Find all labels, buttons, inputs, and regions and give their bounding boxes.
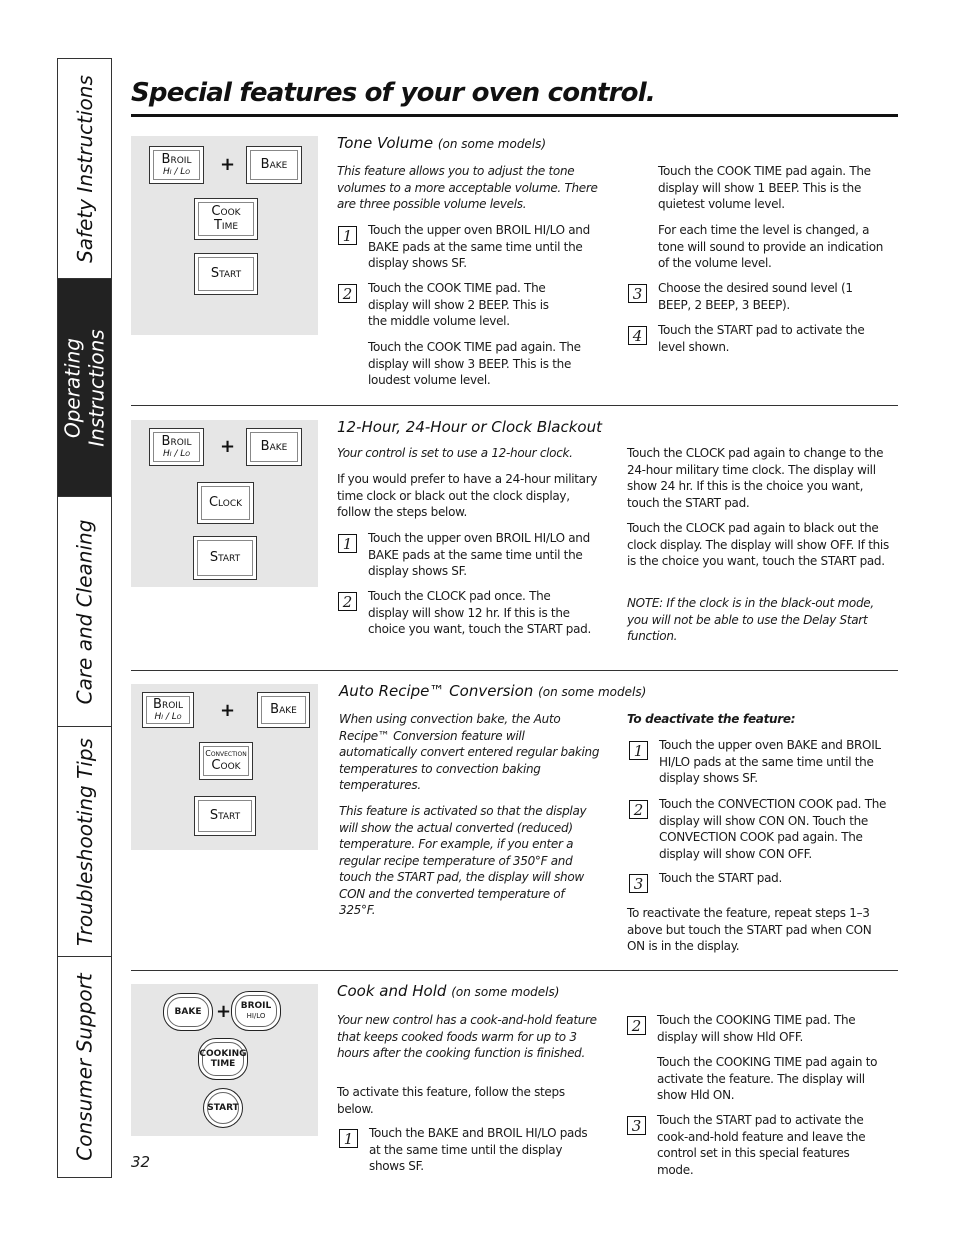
pad-label: Clock xyxy=(208,495,243,510)
broil-hilo-pad[interactable] xyxy=(149,146,204,184)
tone-step3: Choose the desired sound level (1 BEEP, 2 BEEP, 3 BEEP). xyxy=(658,281,853,312)
tab-operating-instructions[interactable] xyxy=(58,279,111,497)
title-note: (on some models) xyxy=(538,685,647,699)
pad-label: TIME xyxy=(210,1059,236,1069)
auto-step3: Touch the START pad. xyxy=(659,871,783,885)
step-number: 2 xyxy=(629,800,648,819)
broil-hilo-pad[interactable] xyxy=(142,692,194,728)
hold-step1: Touch the BAKE and BROIL HI/LO pads at the same time until the display shows SF. xyxy=(369,1126,588,1173)
auto-reactivate: To reactivate the feature, repeat steps 1–3 above but touch the START pad when CON ON is in the display. xyxy=(627,906,872,953)
pad-label: Broil xyxy=(161,152,192,167)
pad-label: Start xyxy=(210,266,242,281)
sidebar-nav xyxy=(57,58,112,1178)
pad-label: Broil xyxy=(153,697,183,712)
tab-label: Consumer Support xyxy=(72,973,97,1161)
plus-sign: + xyxy=(220,436,236,457)
tab-label: Operating Instructions xyxy=(60,328,109,447)
plus-sign: + xyxy=(220,700,236,721)
tab-label: Troubleshooting Tips xyxy=(72,737,97,946)
pad-label: Broil xyxy=(161,434,192,449)
bake-pad[interactable] xyxy=(246,146,302,184)
auto-step1: Touch the upper oven BAKE and BROIL HI/LO pads at the same time until the display shows SF. xyxy=(659,738,881,785)
title-text: Cook and Hold xyxy=(337,982,447,1000)
section-divider xyxy=(131,405,898,406)
step-number: 2 xyxy=(338,592,357,611)
tab-label: Care and Cleaning xyxy=(72,519,97,704)
broil-hilo-pad[interactable] xyxy=(149,428,204,466)
auto-deactivate-heading: To deactivate the feature: xyxy=(627,712,796,726)
auto-p2: This feature is activated so that the display will show the actual converted (reduced) temperature. For example, if you enter a regular recipe temperature of 350°F and touch the START pad, the display will show CON and the converted temperature of 325°F. xyxy=(339,804,587,917)
step-number: 1 xyxy=(338,226,357,245)
clock-pad[interactable] xyxy=(197,482,254,524)
tone-step1: Touch the upper oven BROIL HI/LO and BAKE pads at the same time until the display shows SF. xyxy=(368,223,590,270)
section-divider xyxy=(131,670,898,671)
pad-label: Bake xyxy=(260,439,288,454)
pad-label: COOKING xyxy=(199,1049,247,1059)
clock-title: 12-Hour, 24-Hour or Clock Blackout xyxy=(337,418,602,436)
pad-label: START xyxy=(207,1103,239,1113)
hold-p2: To activate this feature, follow the steps below. xyxy=(337,1085,565,1116)
pad-sublabel: Convection xyxy=(205,749,247,758)
bake-pad[interactable] xyxy=(246,428,302,466)
step-number: 2 xyxy=(338,284,357,303)
pad-label: Time xyxy=(213,218,239,233)
pad-sublabel: Hi / Lo xyxy=(162,167,191,177)
auto-recipe-keypad-panel xyxy=(131,684,318,850)
pad-sublabel: Hi / Lo xyxy=(162,449,191,459)
convection-cook-pad[interactable] xyxy=(199,742,253,780)
tab-safety-instructions[interactable] xyxy=(58,59,111,279)
bake-pad[interactable] xyxy=(257,692,310,728)
tone-step2a: Touch the COOK TIME pad. The display will show 2 BEEP. This is the middle volume level. xyxy=(368,281,549,328)
clock-step1: Touch the upper oven BROIL HI/LO and BAKE pads at the same time until the display shows SF. xyxy=(368,531,590,578)
tone-step4: Touch the START pad to activate the level shown. xyxy=(658,323,865,354)
page-number: 32 xyxy=(131,1153,151,1171)
pad-label: BAKE xyxy=(174,1007,202,1017)
clock-step2: Touch the CLOCK pad once. The display will show 12 hr. If this is the choice you want, touch the START pad. xyxy=(368,589,591,636)
start-pad[interactable] xyxy=(194,796,256,836)
hold-step2a: Touch the COOKING TIME pad. The display will show Hld OFF. xyxy=(657,1013,856,1044)
hold-step2b: Touch the COOKING TIME pad again to activate the feature. The display will show Hld ON. xyxy=(657,1055,878,1102)
auto-intro: When using convection bake, the Auto Recipe™ Conversion feature will automatically convert entered regular baking temperatures to convection baking temperatures. xyxy=(339,712,600,792)
cook-hold-title xyxy=(337,982,559,1000)
clock-intro: Your control is set to use a 12-hour clock. xyxy=(337,446,573,460)
pad-sublabel: HI/LO xyxy=(246,1012,266,1020)
start-pad[interactable] xyxy=(203,1088,243,1128)
auto-recipe-title xyxy=(339,682,646,700)
start-pad[interactable] xyxy=(194,253,258,295)
tone-col2a: Touch the COOK TIME pad again. The display will show 1 BEEP. This is the quietest volume level. xyxy=(658,164,871,211)
clock-note: NOTE: If the clock is in the black-out mode, you will not be able to use the Delay Start function. xyxy=(627,596,874,643)
tone-col2b: For each time the level is changed, a tone will sound to provide an indication of the volume level. xyxy=(658,223,884,270)
tone-step2b: Touch the COOK TIME pad again. The display will show 3 BEEP. This is the loudest volume level. xyxy=(368,340,581,387)
tab-care-and-cleaning[interactable] xyxy=(58,497,111,727)
cook-time-pad[interactable] xyxy=(194,198,258,240)
pad-label: BROIL xyxy=(240,1001,272,1011)
step-number: 3 xyxy=(627,1116,646,1135)
pad-label: Bake xyxy=(270,702,297,717)
bake-pad[interactable] xyxy=(163,993,213,1031)
pad-label: Bake xyxy=(260,157,288,172)
start-pad[interactable] xyxy=(193,536,257,580)
title-note: (on some models) xyxy=(451,985,560,999)
cook-hold-keypad-panel xyxy=(131,984,318,1136)
tab-label: Safety Instructions xyxy=(72,74,97,263)
tone-title xyxy=(337,134,546,152)
auto-step2: Touch the CONVECTION COOK pad. The display will show CON ON. Touch the CONVECTION COOK pad again. The display will show CON OFF. xyxy=(659,797,887,861)
clock-col2a: Touch the CLOCK pad again to change to the 24-hour military time clock. The display will show 24 hr. If this is the choice you want, touch the START pad. xyxy=(627,446,884,510)
title-text: Auto Recipe™ Conversion xyxy=(339,682,534,700)
broil-hilo-pad[interactable] xyxy=(231,991,281,1031)
tab-troubleshooting-tips[interactable] xyxy=(58,727,111,957)
pad-label: Cook xyxy=(211,204,241,219)
clock-col2b: Touch the CLOCK pad again to black out the clock display. The display will show OFF. If this is the choice you want, touch the START pad. xyxy=(627,521,889,568)
tab-consumer-support[interactable] xyxy=(58,957,111,1177)
pad-label: Cook xyxy=(211,758,241,773)
tone-intro: This feature allows you to adjust the tone volumes to a more acceptable volume. There are three possible volume levels. xyxy=(337,164,598,211)
step-number: 1 xyxy=(339,1129,358,1148)
pad-label: Start xyxy=(209,550,241,565)
step-number: 1 xyxy=(338,534,357,553)
step-number: 4 xyxy=(628,326,647,345)
hold-step3: Touch the START pad to activate the cook-and-hold feature and leave the control set in this special features mode. xyxy=(657,1113,866,1177)
pad-label: Start xyxy=(209,808,241,823)
tone-keypad-panel xyxy=(131,136,318,335)
cooking-time-pad[interactable] xyxy=(198,1038,248,1080)
plus-sign: + xyxy=(220,154,236,175)
clock-p2: If you would prefer to have a 24-hour military time clock or black out the clock display, follow the steps below. xyxy=(337,472,598,519)
plus-sign: + xyxy=(216,1001,232,1022)
hold-intro: Your new control has a cook-and-hold feature that keeps cooked foods warm for up to 3 hours after the cooking function is finished. xyxy=(337,1013,597,1060)
step-number: 3 xyxy=(628,284,647,303)
section-divider xyxy=(131,970,898,971)
page-title: Special features of your oven control. xyxy=(131,78,655,108)
pad-sublabel: Hi / Lo xyxy=(154,712,182,722)
title-note: (on some models) xyxy=(437,137,547,151)
step-number: 1 xyxy=(629,741,648,760)
step-number: 2 xyxy=(627,1016,646,1035)
title-text: Tone Volume xyxy=(337,134,434,152)
clock-keypad-panel xyxy=(131,420,318,587)
title-rule xyxy=(131,114,898,117)
step-number: 3 xyxy=(629,874,648,893)
